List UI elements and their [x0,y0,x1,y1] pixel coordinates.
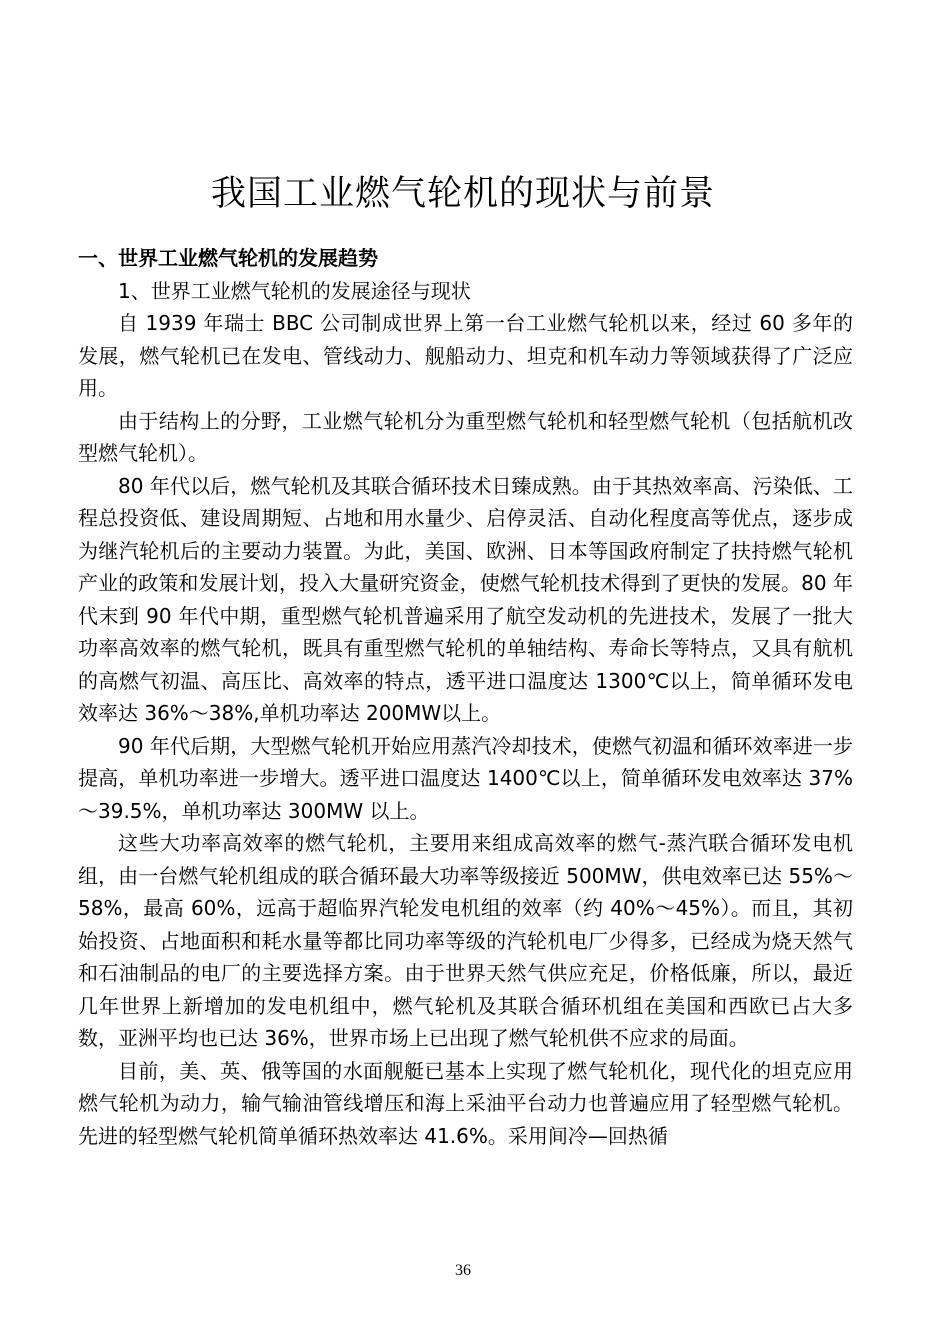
page-title: 我国工业燃气轮机的现状与前景 [210,174,715,214]
paragraph: 80 年代以后，燃气轮机及其联合循环技术日臻成熟。由于其热效率高、污染低、工程总投资低、建设周期短、占地和用水量少、启停灵活、自动化程度高等优点，逐步成为继汽轮机后的主要动力装置。为此，美国、欧洲、日本等国政府制定了扶持燃气轮机产业的政策和发展计划，投入大量研究资金，使燃气轮机技术得到了更快的发展。80 年代末到 90 年代中期，重型燃气轮机普遍采用了航空发动机的先进技术，发展了一批大功率高效率的燃气轮机，既具有重型燃气轮机的单轴结构、寿命长等特点，又具有航机的高燃气初温、高压比、高效率的特点，透平进口温度达 1300℃以上，简单循环发电效率达 36%～38%,单机功率达 200MW以上。 [78,473,853,725]
section-heading: 一、世界工业燃气轮机的发展趋势 [78,246,378,270]
subheading: 1、世界工业燃气轮机的发展途径与现状 [118,278,471,303]
page-number: 36 [455,1262,471,1279]
paragraph: 这些大功率高效率的燃气轮机，主要用来组成高效率的燃气-蒸汽联合循环发电机组，由一台燃气轮机组成的联合循环最大功率等级接近 500MW，供电效率已达 55%～58%，最高 60%，远高于超临界汽轮发电机组的效率（约 40%～45%）。而且，其初始投资、占地面积和耗水量等都比同功率等级的汽轮机电厂少得多，已经成为烧天然气和石油制品的电厂的主要选择方案。由于世界天然气供应充足，价格低廉，所以，最近几年世界上新增加的发电机组中，燃气轮机及其联合循环机组在美国和西欧已占大多数，亚洲平均也已达 36%，世界市场上已出现了燃气轮机供不应求的局面。 [78,831,853,1050]
paragraph: 自 1939 年瑞士 BBC 公司制成世界上第一台工业燃气轮机以来，经过 60 多年的发展，燃气轮机已在发电、管线动力、舰船动力、坦克和机车动力等领域获得了广泛应用。 [78,311,853,400]
document-body [78,242,853,1152]
paragraph: 90 年代后期，大型燃气轮机开始应用蒸汽冷却技术，使燃气初温和循环效率进一步提高，单机功率进一步增大。透平进口温度达 1400℃以上，简单循环发电效率达 37%～39.5%，单机功率达 300MW 以上。 [78,733,853,823]
paragraph: 由于结构上的分野，工业燃气轮机分为重型燃气轮机和轻型燃气轮机（包括航机改型燃气轮机）。 [78,408,853,465]
paragraph: 目前，美、英、俄等国的水面舰艇已基本上实现了燃气轮机化，现代化的坦克应用燃气轮机为动力，输气输油管线增压和海上采油平台动力也普遍应用了轻型燃气轮机。先进的轻型燃气轮机简单循环热效率达 41.6%。采用间冷—回热循 [78,1058,853,1148]
